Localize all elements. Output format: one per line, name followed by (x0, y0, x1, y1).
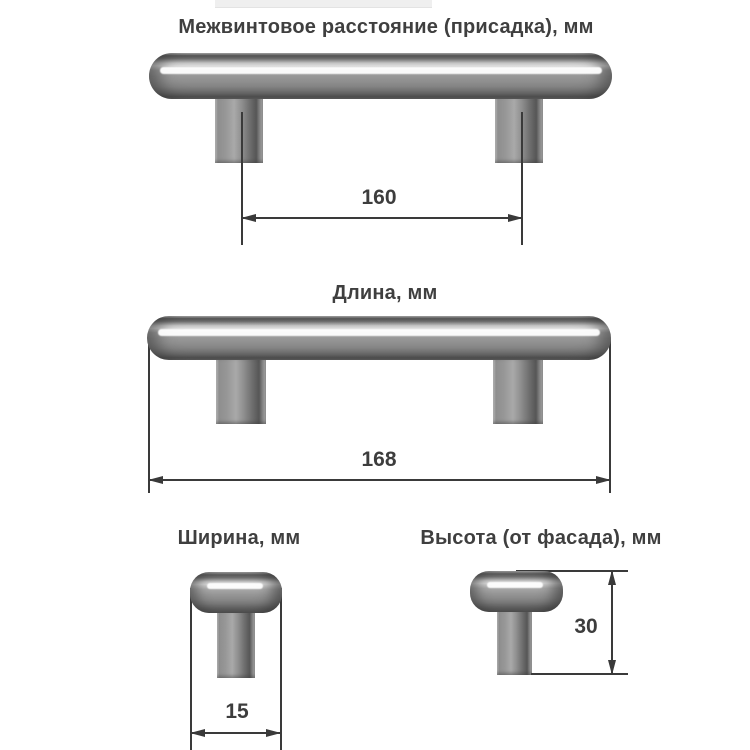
extension-line (609, 338, 611, 493)
watermark-remnant (215, 0, 432, 8)
dimension-line-width (191, 732, 280, 734)
arrowhead-up-icon (608, 570, 616, 585)
arrowhead-left-icon (190, 729, 205, 737)
arrowhead-right-icon (596, 476, 611, 484)
extension-line (521, 112, 523, 245)
handle-leg-side (497, 607, 532, 675)
dimension-value-length: 168 (361, 448, 397, 471)
section-title-screw-distance: Межвинтовое расстояние (присадка), мм (178, 16, 594, 38)
arrowhead-right-icon (266, 729, 281, 737)
dimension-value-screw-distance: 160 (361, 186, 397, 209)
handle-cap-highlight (487, 582, 543, 588)
handle-leg-right (493, 356, 543, 424)
dimension-value-width: 15 (225, 700, 249, 723)
extension-line (148, 338, 150, 493)
dimension-line-length (149, 479, 610, 481)
extension-line (190, 588, 192, 750)
arrowhead-right-icon (508, 214, 523, 222)
handle-bar (149, 53, 612, 99)
handle-leg-left (216, 356, 266, 424)
section-title-height: Высота (от фасада), мм (420, 527, 662, 549)
dimension-line-screw-distance (242, 217, 522, 219)
dimension-line-height (611, 571, 613, 674)
handle-cap-highlight (207, 583, 263, 589)
handle-leg-side (217, 608, 255, 678)
handle-leg-right (495, 94, 543, 163)
handle-bar (147, 316, 611, 360)
handle-end-cap (470, 571, 563, 612)
arrowhead-left-icon (148, 476, 163, 484)
section-title-length: Длина, мм (332, 282, 438, 304)
extension-line (280, 588, 282, 750)
extension-line (241, 112, 243, 245)
handle-leg-left (215, 94, 263, 163)
section-title-width: Ширина, мм (177, 527, 301, 549)
arrowhead-left-icon (241, 214, 256, 222)
handle-bar-highlight (160, 67, 602, 74)
handle-end-cap (190, 572, 282, 613)
arrowhead-down-icon (608, 660, 616, 675)
dimension-value-height: 30 (574, 615, 598, 638)
handle-bar-highlight (158, 329, 600, 336)
